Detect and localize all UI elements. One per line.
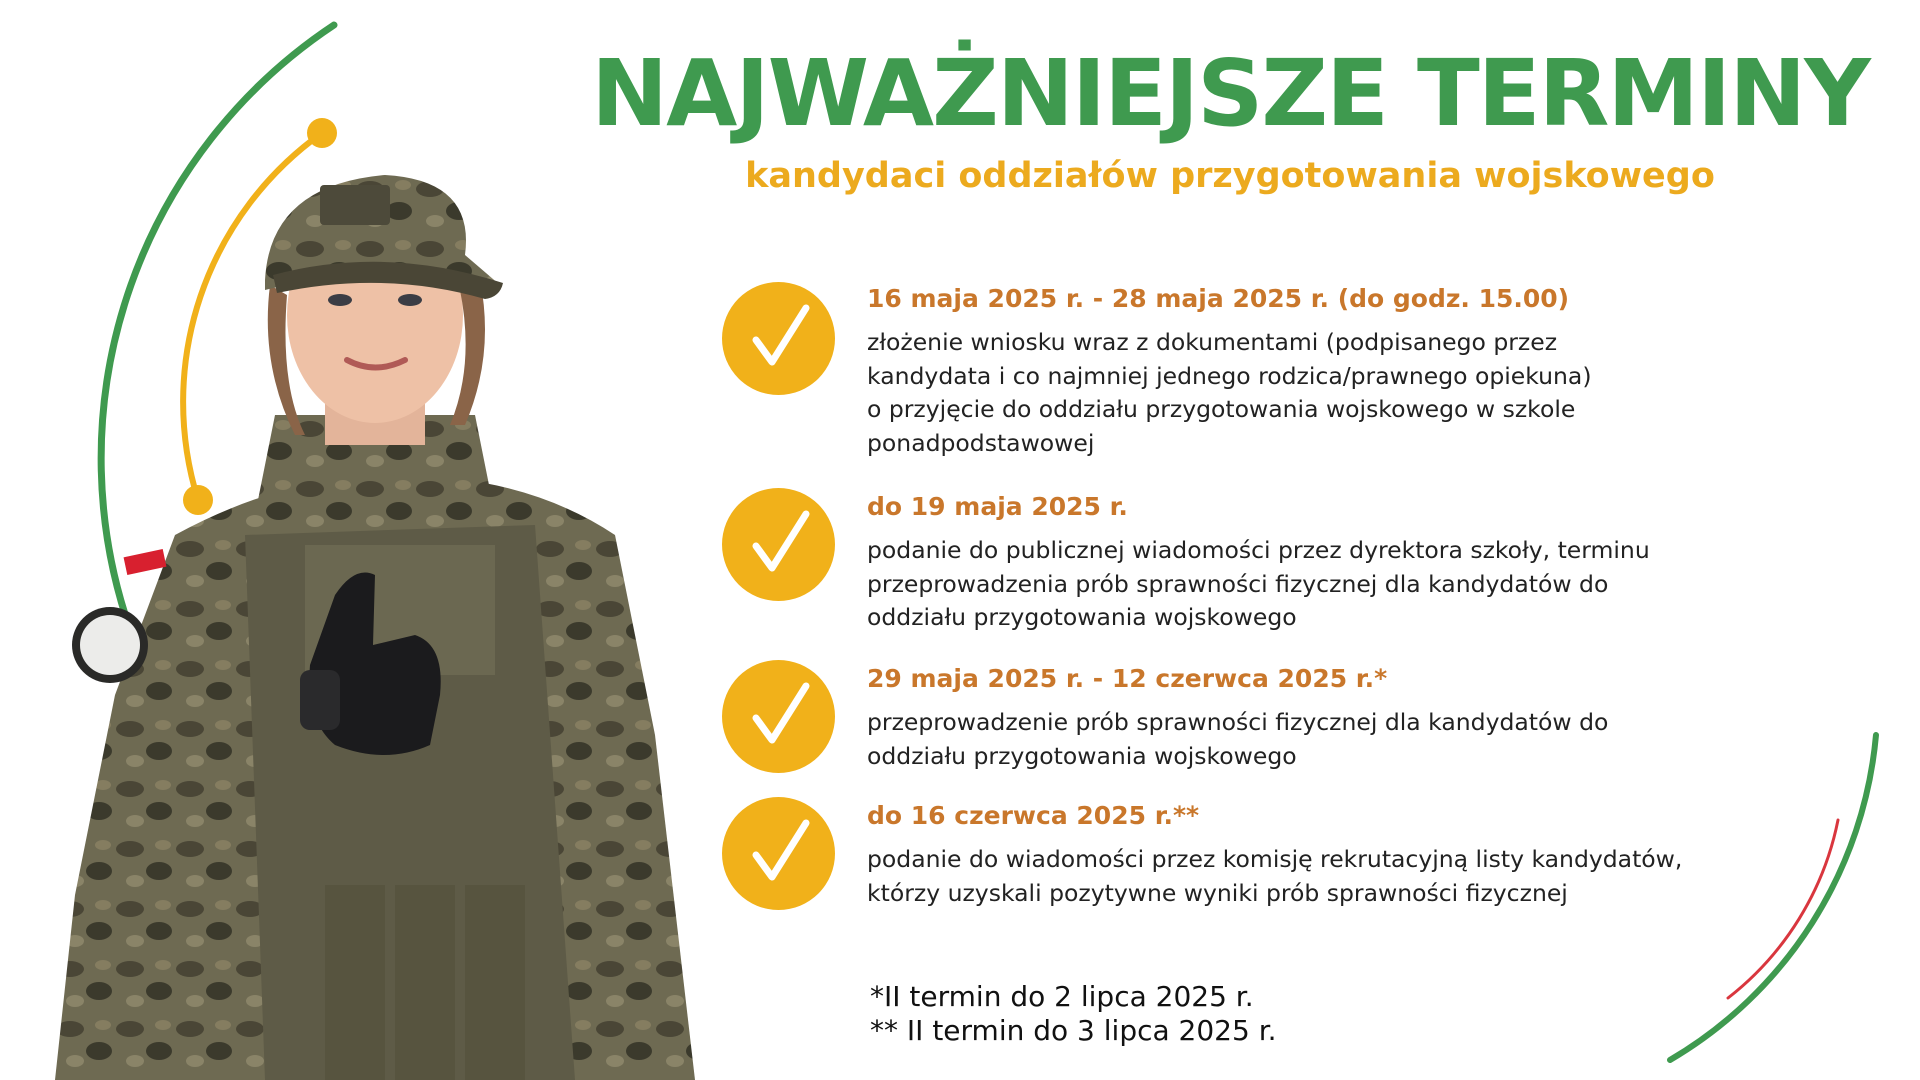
checkmark-icon [722,488,835,601]
deadline-description: podanie do publicznej wiadomości przez dyrektora szkoły, terminu przeprowadzenia prób sprawności fizycznej dla kandydatów do oddziału przygotowania wojskowego [867,536,1650,631]
deadline-date: 16 maja 2025 r. - 28 maja 2025 r. (do godz. 15.00) [867,284,1570,313]
page-subtitle: kandydaci oddziałów przygotowania wojskowego [745,156,1715,196]
footnote-2: ** II termin do 3 lipca 2025 r. [870,1014,1277,1047]
deadline-description: przeprowadzenie prób sprawności fizycznej dla kandydatów do oddziału przygotowania wojskowego [867,708,1609,770]
page-title: NAJWAŻNIEJSZE TERMINY [591,40,1869,147]
deadline-description: złożenie wniosku wraz z dokumentami (podpisanego przez kandydata i co najmniej jednego rodzica/prawnego opiekuna) o przyjęcie do oddziału przygotowania wojskowego w szkole ponadpodstawowej [867,328,1592,457]
deadline-date: do 16 czerwca 2025 r.** [867,801,1200,830]
deadline-description: podanie do wiadomości przez komisję rekrutacyjną listy kandydatów, którzy uzyskali pozytywne wyniki prób sprawności fizycznej [867,845,1683,907]
checkmark-icon [722,660,835,773]
soldier-photo [55,175,715,1080]
checkmark-icon [722,282,835,395]
deadline-date: do 19 maja 2025 r. [867,492,1128,521]
deadline-date: 29 maja 2025 r. - 12 czerwca 2025 r.* [867,664,1388,693]
checkmark-icon [722,797,835,910]
footnotes [870,980,1277,1048]
footnote-1: *II termin do 2 lipca 2025 r. [870,980,1254,1013]
yellow-dot-top [307,118,337,148]
